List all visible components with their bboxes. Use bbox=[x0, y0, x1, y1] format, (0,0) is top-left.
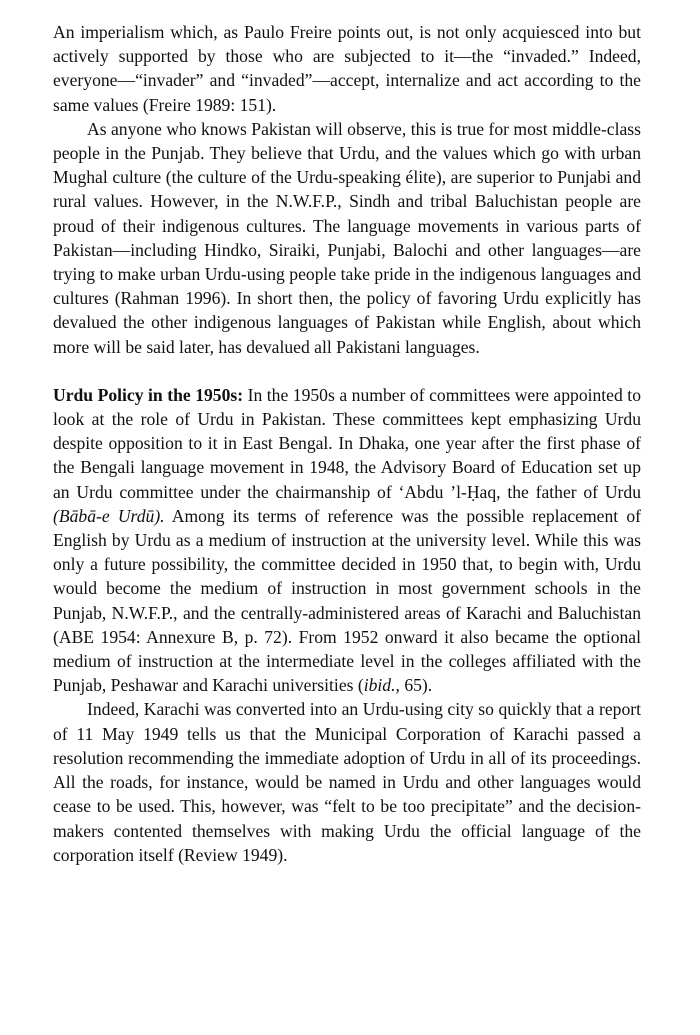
paragraph-3-text-a: In the 1950s a number of committees were appointed to look at the role of Urdu in Pakistan. These committees kept emphasizing Urdu despite opposition to it in East Bengal. In Dhaka, one year after the first phase of the Bengali language movement in 1948, the Advisory Board of Education set up an Urdu committee under the chairmanship of ‘Abdu ’l-Ḥaq, the father of Urdu bbox=[53, 384, 641, 502]
paragraph-3-italic-b: ibid. bbox=[363, 675, 396, 696]
paragraph-3 bbox=[53, 383, 641, 698]
paragraph-3-text-b: Among its terms of reference was the possible replacement of English by Urdu as a medium of instruction at the university level. While this was only a future possibility, the committee decided in 1950 that, to begin with, Urdu would become the medium of instruction in most government schools in the Punjab, N.W.F.P., and the centrally-administered areas of Karachi and Baluchistan (ABE 1954: Annexure B, p. 72). From 1952 onward it also became the optional medium of instruction at the intermediate level in the colleges affiliated with the Punjab, Peshawar and Karachi universities ( bbox=[53, 505, 641, 696]
paragraph-4: Indeed, Karachi was converted into an Urdu-using city so quickly that a report of 11 May 1949 tells us that the Municipal Corporation of Karachi passed a resolution recommending the immediate adoption of Urdu in all of its proceedings. All the roads, for instance, would be named in Urdu and other languages would cease to be used. This, however, was “felt to be too precipitate” and the decision-makers contented themselves with making Urdu the official language of the corporation itself (Review 1949). bbox=[53, 699, 641, 865]
paragraph-2: As anyone who knows Pakistan will observe, this is true for most middle-class people in the Punjab. They believe that Urdu, and the values which go with urban Mughal culture (the culture of the Urdu-speaking élite), are superior to Punjabi and rural values. However, in the N.W.F.P., Sindh and tribal Baluchistan people are proud of their indigenous cultures. The language movements in various parts of Pakistan—including Hindko, Siraiki, Punjabi, Balochi and other languages—are trying to make urban Urdu-using people take pride in the indigenous languages and cultures (Rahman 1996). In short then, the policy of favoring Urdu explicitly has devalued the other indigenous languages of Pakistan while English, about which more will be said later, has devalued all Pakistani languages. bbox=[53, 118, 641, 357]
paragraph-1: An imperialism which, as Paulo Freire points out, is not only acquiesced into but actively supported by those who are subjected to it—the “invaded.” Indeed, everyone—“invader” and “invaded”—accept, internalize and act according to the same values (Freire 1989: 151). bbox=[53, 22, 641, 115]
section-heading: Urdu Policy in the 1950s: bbox=[53, 384, 244, 405]
paragraph-3-text-c: , 65). bbox=[395, 675, 433, 696]
document-page bbox=[53, 20, 641, 867]
paragraph-3-italic-a: (Bābā-e Urdū). bbox=[53, 505, 165, 526]
